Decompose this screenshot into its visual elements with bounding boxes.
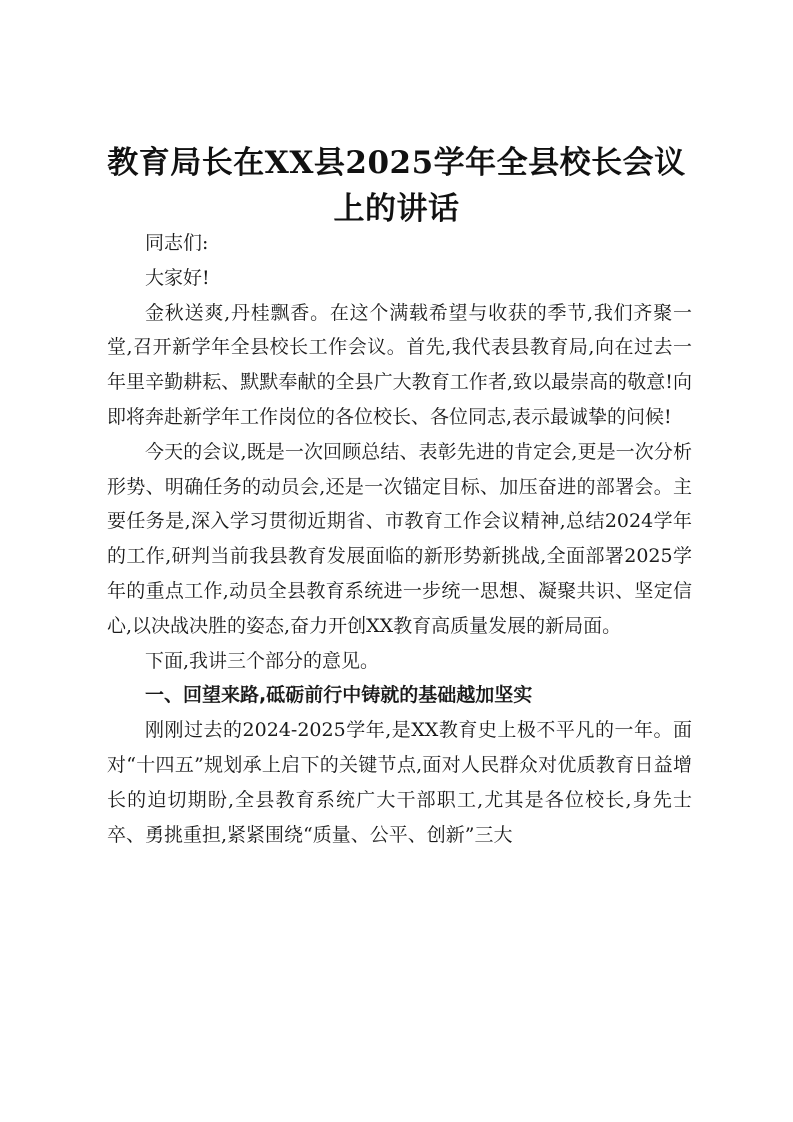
document-title: 教育局长在XX县2025学年全县校长会议上的讲话: [107, 145, 686, 227]
salutation: 同志们:: [145, 232, 209, 254]
paragraph-outline: 下面,我讲三个部分的意见。: [145, 649, 380, 672]
section-heading: 一、回望来路,砥砺前行中铸就的基础越加坚实: [145, 684, 533, 707]
paragraph-review: 刚刚过去的2024-2025学年,是XX教育史上极不平凡的一年。面对“十四五”规划承上启下的关键节点,面对人民群众对优质教育日益增长的迫切期盼,全县教育系统广大干部职工,尤其是各位校长,身先士卒、勇挑重担,紧紧围绕“质量、公平、创新”三大: [107, 719, 692, 846]
document-body: [107, 226, 692, 852]
paragraph-opening: 金秋送爽,丹桂飘香。在这个满载希望与收获的季节,我们齐聚一堂,召开新学年全县校长工作会议。首先,我代表县教育局,向在过去一年里辛勤耕耘、默默奉献的全县广大教育工作者,致以最崇高的敬意!向即将奔赴新学年工作岗位的各位校长、各位同志,表示最诚挚的问候!: [107, 301, 692, 428]
paragraph-meeting-purpose: 今天的会议,既是一次回顾总结、表彰先进的肯定会,更是一次分析形势、明确任务的动员会,还是一次锚定目标、加压奋进的部署会。主要任务是,深入学习贯彻近期省、市教育工作会议精神,总结2024学年的工作,研判当前我县教育发展面临的新形势新挑战,全面部署2025学年的重点工作,动员全县教育系统进一步统一思想、凝聚共识、坚定信心,以决战决胜的姿态,奋力开创XX教育高质量发展的新局面。: [107, 440, 692, 637]
greeting: 大家好!: [145, 266, 210, 289]
